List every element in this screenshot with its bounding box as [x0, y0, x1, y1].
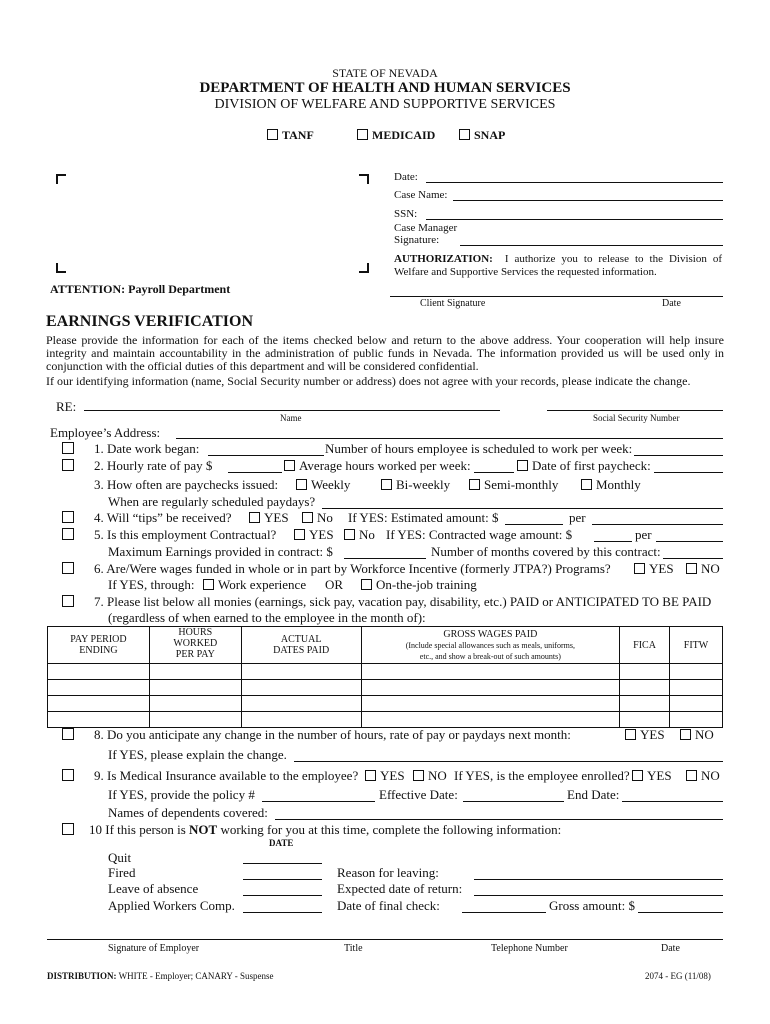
q4-checkbox[interactable] — [62, 511, 74, 523]
gross-amount-label: Gross amount: $ — [549, 898, 635, 913]
q4-no[interactable]: No — [302, 510, 333, 526]
q5-contractual-label: 5. Is this employment Contractual? — [94, 527, 277, 542]
q10-not-working-label: 10 If this person is NOT working for you at this time, complete the following information: — [89, 822, 562, 837]
q5-contracted-wage-label: If YES: Contracted wage amount: $ — [386, 527, 573, 542]
state-title: STATE OF NEVADA — [332, 66, 438, 80]
q3-paydays-label: When are regularly scheduled paydays? — [108, 494, 316, 509]
q3-option-semimonthly[interactable]: Semi-monthly — [469, 477, 558, 493]
address-corner-bottom-left — [56, 263, 66, 273]
table-row[interactable] — [48, 680, 723, 696]
q9-enrolled-no-checkbox[interactable] — [686, 770, 697, 781]
client-date-caption: Date — [662, 298, 681, 309]
wages-table — [47, 626, 723, 728]
q9-checkbox[interactable] — [62, 769, 74, 781]
distribution-note: DISTRIBUTION: WHITE - Employer; CANARY - Suspense — [47, 971, 274, 981]
q5-months-covered-field[interactable] — [663, 558, 723, 559]
reason-workers-comp-label: Applied Workers Comp. — [108, 898, 235, 913]
q2-average-hours: Average hours worked per week: — [284, 458, 471, 474]
monthly-checkbox[interactable] — [581, 479, 592, 490]
q6-no-checkbox[interactable] — [686, 563, 697, 574]
q9-end-date-field[interactable] — [622, 801, 723, 802]
q9-enrolled-yes-checkbox[interactable] — [632, 770, 643, 781]
col-gross-wages: GROSS WAGES PAID (Include special allowances such as meals, uniforms, etc., and show a break-out of such amounts) — [361, 627, 620, 664]
q6-yes[interactable]: YES — [634, 561, 674, 577]
form-number: 2074 - EG (11/08) — [645, 971, 711, 981]
q2-hourly-rate-label: 2. Hourly rate of pay $ — [94, 458, 213, 473]
q3-option-biweekly[interactable]: Bi-weekly — [381, 477, 450, 493]
q8-yes[interactable]: YES — [625, 727, 665, 743]
telephone-caption: Telephone Number — [491, 943, 568, 954]
reason-leave-of-absence-label: Leave of absence — [108, 881, 199, 896]
re-label: RE: — [56, 399, 77, 414]
final-check-field[interactable] — [462, 912, 546, 913]
q9-effective-date-label: Effective Date: — [379, 787, 458, 802]
q7-month-label: (regardless of when earned to the employee in the month of): — [108, 610, 426, 625]
q5-months-covered-label: Number of months covered by this contract: — [431, 544, 661, 559]
col-actual-dates-paid: ACTUAL DATES PAID — [241, 627, 361, 664]
employer-signature-line[interactable] — [47, 939, 723, 940]
attention-line: ATTENTION: Payroll Department — [50, 282, 231, 296]
q8-checkbox[interactable] — [62, 728, 74, 740]
department-title: DEPARTMENT OF HEALTH AND HUMAN SERVICES — [199, 80, 571, 96]
fired-date-field[interactable] — [243, 879, 322, 880]
case-manager-signature-label: Signature: — [394, 234, 440, 246]
medicaid-checkbox[interactable] — [357, 129, 368, 140]
q9-end-date-label: End Date: — [567, 787, 620, 802]
table-row[interactable] — [48, 664, 723, 680]
address-corner-top-right — [359, 174, 369, 184]
q3-paydays-field[interactable] — [322, 508, 723, 509]
q8-explain-field[interactable] — [294, 761, 723, 762]
q5-max-earnings-field[interactable] — [344, 558, 426, 559]
q4-tips-label: 4. Will “tips” be received? — [94, 510, 232, 525]
intro-paragraph: Please provide the information for each of the items checked below and return to the above address. Your cooperation will help insure integrity and maintain accountability in the administration of public funds in Nevada. The information provided us will be used only in conjunction with the official duties of this department and will be considered confidential. — [46, 333, 724, 373]
date-caption: Date — [661, 943, 680, 954]
authorization-statement: AUTHORIZATION: I authorize you to release to the Division of Welfare and Supportive Services the requested information. — [394, 253, 722, 278]
signature-of-employer-caption: Signature of Employer — [108, 943, 200, 954]
gross-amount-field[interactable] — [638, 912, 723, 913]
division-title: DIVISION OF WELFARE AND SUPPORTIVE SERVICES — [214, 97, 556, 112]
q5-no[interactable]: No — [344, 527, 375, 543]
reason-for-leaving-field[interactable] — [474, 879, 723, 880]
intro-change-note: If our identifying information (name, Social Security number or address) does not agree with your records, please indicate the change. — [46, 374, 691, 388]
q9-effective-date-field[interactable] — [463, 801, 564, 802]
q5-yes-checkbox[interactable] — [294, 529, 305, 540]
weekly-checkbox[interactable] — [296, 479, 307, 490]
address-corner-top-left — [56, 174, 66, 184]
ssn-label: SSN: — [394, 208, 418, 220]
q6-checkbox[interactable] — [62, 562, 74, 574]
reason-for-leaving-label: Reason for leaving: — [337, 865, 439, 880]
semimonthly-checkbox[interactable] — [469, 479, 480, 490]
q9-policy-label: If YES, provide the policy # — [108, 787, 255, 802]
q8-no-checkbox[interactable] — [680, 729, 691, 740]
q1-date-work-began-field[interactable] — [208, 455, 324, 456]
q1-checkbox[interactable] — [62, 442, 74, 454]
col-fica: FICA — [620, 627, 670, 664]
q6-or-label: OR — [325, 577, 344, 592]
date-field[interactable] — [426, 182, 723, 183]
form-title: EARNINGS VERIFICATION — [46, 313, 253, 330]
client-signature-caption: Client Signature — [420, 298, 486, 309]
q7-checkbox[interactable] — [62, 595, 74, 607]
q3-option-monthly[interactable]: Monthly — [581, 477, 641, 493]
q2-first-paycheck: Date of first paycheck: — [517, 458, 651, 474]
expected-return-label: Expected date of return: — [337, 881, 463, 896]
col-hours-worked: HOURS WORKED PER PAY — [149, 627, 241, 664]
q6-yes-checkbox[interactable] — [634, 563, 645, 574]
q9-dependents-field[interactable] — [275, 819, 723, 820]
table-row[interactable] — [48, 712, 723, 728]
q9-yes-checkbox[interactable] — [365, 770, 376, 781]
address-corner-bottom-right — [359, 263, 369, 273]
q9-enrolled-yes[interactable]: YES — [632, 768, 672, 784]
col-fitw: FITW — [670, 627, 723, 664]
q4-estimated-amount-label: If YES: Estimated amount: $ — [348, 510, 499, 525]
q4-yes[interactable]: YES — [249, 510, 289, 526]
q3-option-weekly[interactable]: Weekly — [296, 477, 350, 493]
q5-yes[interactable]: YES — [294, 527, 334, 543]
program-medicaid[interactable]: MEDICAID — [357, 128, 435, 143]
employee-address-label: Employee’s Address: — [50, 425, 161, 440]
q5-per-field[interactable] — [656, 541, 723, 542]
final-check-label: Date of final check: — [337, 898, 440, 913]
tanf-checkbox[interactable] — [267, 129, 278, 140]
q9-dependents-label: Names of dependents covered: — [108, 805, 268, 820]
employee-address-field[interactable] — [176, 438, 723, 439]
q6-workforce-label: 6. Are/Were wages funded in whole or in part by Workforce Incentive (formerly JTPA?) Programs? — [94, 561, 611, 576]
q2-average-hours-field[interactable] — [474, 472, 514, 473]
q1-hours-scheduled-label: Number of hours employee is scheduled to work per week: — [325, 441, 633, 456]
q9-no[interactable]: NO — [413, 768, 447, 784]
ssn-field[interactable] — [426, 219, 723, 220]
biweekly-checkbox[interactable] — [381, 479, 392, 490]
wages-table-header — [48, 627, 723, 664]
q6-on-the-job-training[interactable]: On-the-job training — [361, 577, 477, 593]
work-experience-checkbox[interactable] — [203, 579, 214, 590]
q10-date-header: DATE — [269, 838, 294, 848]
q4-yes-checkbox[interactable] — [249, 512, 260, 523]
re-ssn-caption: Social Security Number — [593, 413, 680, 423]
snap-checkbox[interactable] — [459, 129, 470, 140]
workers-comp-date-field[interactable] — [243, 912, 322, 913]
q2-first-paycheck-field[interactable] — [654, 472, 723, 473]
q6-no[interactable]: NO — [686, 561, 720, 577]
reason-quit-label: Quit — [108, 850, 132, 865]
q1-hours-scheduled-field[interactable] — [634, 455, 723, 456]
q5-contracted-wage-field[interactable] — [594, 541, 632, 542]
q8-no[interactable]: NO — [680, 727, 714, 743]
q3-paycheck-frequency-label: 3. How often are paychecks issued: — [94, 477, 279, 492]
q4-estimated-amount-field[interactable] — [505, 524, 563, 525]
case-name-field[interactable] — [453, 200, 723, 201]
expected-return-field[interactable] — [474, 895, 723, 896]
q9-enrolled-label: If YES, is the employee enrolled? — [454, 768, 630, 783]
date-label: Date: — [394, 171, 418, 183]
q9-yes[interactable]: YES — [365, 768, 405, 784]
q9-medical-label: 9. Is Medical Insurance available to the employee? — [94, 768, 359, 783]
q5-checkbox[interactable] — [62, 528, 74, 540]
q2-checkbox[interactable] — [62, 459, 74, 471]
quit-date-field[interactable] — [243, 863, 322, 864]
table-row[interactable] — [48, 696, 723, 712]
q8-explain-label: If YES, please explain the change. — [108, 747, 287, 762]
on-the-job-training-checkbox[interactable] — [361, 579, 372, 590]
q5-no-checkbox[interactable] — [344, 529, 355, 540]
re-name-field[interactable] — [84, 410, 500, 411]
q4-per-label: per — [569, 510, 586, 525]
q2-first-paycheck-checkbox[interactable] — [517, 460, 528, 471]
q5-per-label: per — [635, 527, 652, 542]
q7-monies-label: 7. Please list below all monies (earnings, sick pay, vacation pay, disability, etc.) PAID or ANTICIPATED TO BE PAID — [94, 594, 712, 609]
q2-average-hours-checkbox[interactable] — [284, 460, 295, 471]
program-tanf[interactable]: TANF — [267, 128, 314, 143]
leave-of-absence-date-field[interactable] — [243, 895, 322, 896]
q5-max-earnings-label: Maximum Earnings provided in contract: $ — [108, 544, 333, 559]
reason-fired-label: Fired — [108, 865, 136, 880]
q2-hourly-rate-field[interactable] — [228, 472, 282, 473]
q9-enrolled-no[interactable]: NO — [686, 768, 720, 784]
col-pay-period: PAY PERIOD ENDING — [48, 627, 150, 664]
title-caption: Title — [344, 943, 363, 954]
case-manager-signature-field[interactable] — [460, 245, 723, 246]
program-snap[interactable]: SNAP — [459, 128, 505, 143]
q8-yes-checkbox[interactable] — [625, 729, 636, 740]
re-name-caption: Name — [280, 413, 302, 423]
q4-no-checkbox[interactable] — [302, 512, 313, 523]
q10-checkbox[interactable] — [62, 823, 74, 835]
q6-through-label: If YES, through: — [108, 577, 195, 592]
q9-no-checkbox[interactable] — [413, 770, 424, 781]
client-signature-field[interactable] — [390, 296, 723, 297]
case-manager-label: Case Manager — [394, 222, 458, 234]
case-name-label: Case Name: — [394, 189, 448, 201]
re-ssn-field[interactable] — [547, 410, 723, 411]
q8-change-label: 8. Do you anticipate any change in the number of hours, rate of pay or paydays next month: — [94, 727, 571, 742]
q1-date-work-began-label: 1. Date work began: — [94, 441, 200, 456]
q6-work-experience[interactable]: Work experience — [203, 577, 306, 593]
q9-policy-field[interactable] — [262, 801, 375, 802]
q4-per-field[interactable] — [592, 524, 723, 525]
